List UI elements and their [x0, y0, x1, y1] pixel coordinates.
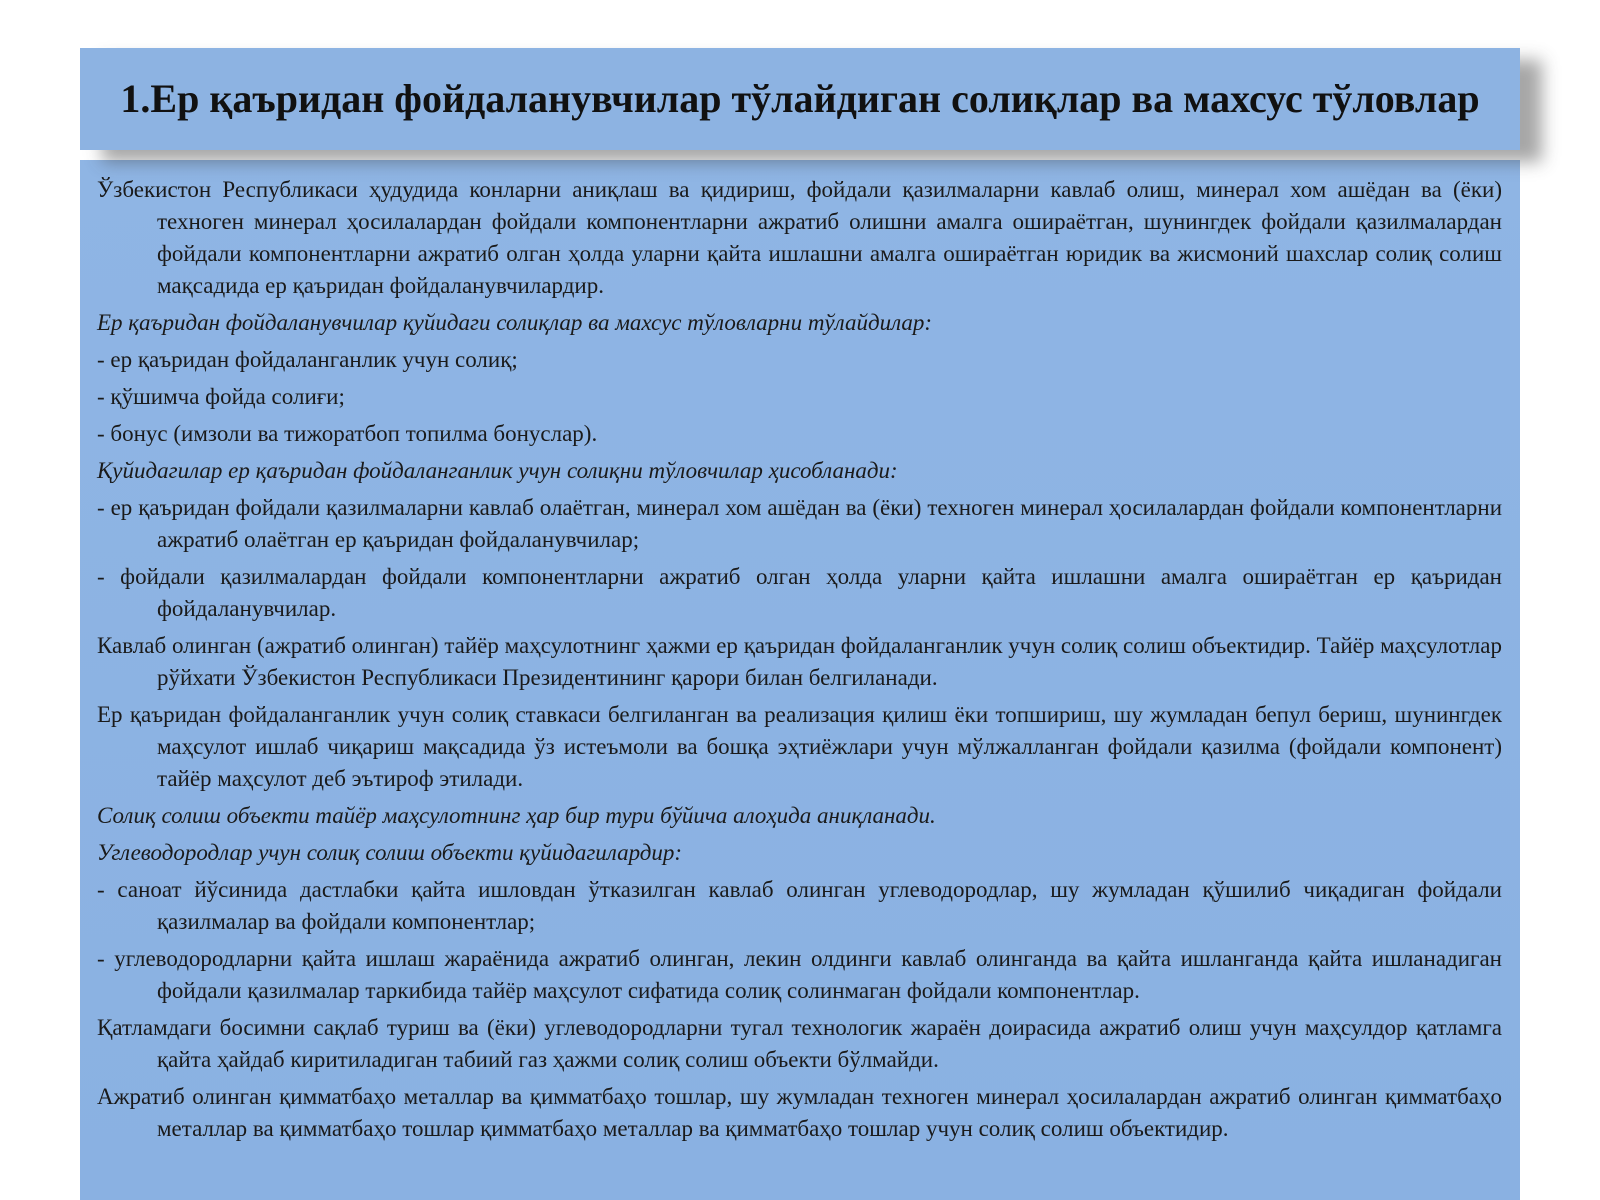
- paragraph: Углеводородлар учун солиқ солиш объекти қуйидагилардир:: [97, 840, 683, 865]
- paragraph: Ер қаъридан фойдаланганлик учун солиқ ставкаси белгиланган ва реализация қилиш ёки топшириш, шу жумладан бепул бериш, шунингдек маҳсулот ишлаб чиқариш мақсадида ўз истеъмоли ва бошқа эҳтиёжлари учун мўлжалланган фойдали қазилма (фойдали компонент) тайёр маҳсулот деб эътироф этилади.: [97, 702, 1502, 791]
- list-item: - фойдали қазилмалардан фойдали компонентларни ажратиб олган ҳолда уларни қайта ишлашни амалга ошираётган ер қаъридан фойдаланувчилар.: [97, 564, 1502, 621]
- page-title: 1.Ер қаъридан фойдаланувчилар тўлайдиган солиқлар ва махсус тўловлар: [120, 76, 1480, 121]
- paragraph: Солиқ солиш объекти тайёр маҳсулотнинг ҳар бир тури бўйича алоҳида аниқланади.: [97, 803, 936, 828]
- paragraph: Ўзбекистон Республикаси ҳудудида конларни аниқлаш ва қидириш, фойдали қазилмаларни кавлаб олиш, минерал хом ашёдан ва (ёки) техноген минерал ҳосилалардан фойдали компонентларни ажратиб олишни амалга ошираётган, шунингдек фойдали қазилмалардан фойдали компонентларни ажратиб олган ҳолда уларни қайта ишлашни амалга ошираётган юридик ва жисмоний шахслар солиқ солиш мақсадида ер қаъридан фойдаланувчилардир.: [97, 177, 1502, 298]
- list-item: - ер қаъридан фойдали қазилмаларни кавлаб олаётган, минерал хом ашёдан ва (ёки) техноген минерал ҳосилалардан фойдали компонентларни ажратиб олаётган ер қаъридан фойдаланувчилар;: [97, 495, 1502, 552]
- list-item: - бонус (имзоли ва тижоратбоп топилма бонуслар).: [97, 421, 598, 446]
- paragraph: Қуйидагилар ер қаъридан фойдаланганлик учун солиқни тўловчилар ҳисобланади:: [97, 458, 898, 483]
- paragraph: Ажратиб олинган қимматбаҳо металлар ва қимматбаҳо тошлар, шу жумладан техноген минерал ҳосилалардан ажратиб олинган қимматбаҳо металлар ва қимматбаҳо тошлар қимматбаҳо металлар ва қимматбаҳо тошлар учун солиқ солиш объектидир.: [97, 1084, 1502, 1141]
- content-panel: [80, 160, 1520, 1200]
- list-item: - қўшимча фойда солиғи;: [97, 384, 345, 409]
- paragraph: Ер қаъридан фойдаланувчилар қуйидаги солиқлар ва махсус тўловларни тўлайдилар:: [97, 310, 933, 335]
- list-item: - саноат йўсинида дастлабки қайта ишловдан ўтказилган кавлаб олинган углеводородлар, шу жумладан қўшилиб чиқадиган фойдали қазилмалар ва фойдали компонентлар;: [97, 877, 1502, 934]
- list-item: - ер қаъридан фойдаланганлик учун солиқ;: [97, 347, 518, 372]
- paragraph: Кавлаб олинган (ажратиб олинган) тайёр маҳсулотнинг ҳажми ер қаъридан фойдаланганлик учун солиқ солиш объектидир. Тайёр маҳсулотлар рўйхати Ўзбекистон Республикаси Президентининг қарори билан белгиланади.: [97, 633, 1502, 690]
- title-banner: [80, 48, 1520, 150]
- list-item: - углеводородларни қайта ишлаш жараёнида ажратиб олинган, лекин олдинги кавлаб олинганда ва қайта ишланганда қайта ишланадиган фойдали қазилмалар таркибида тайёр маҳсулот сифатида солиқ солинмаган фойдали компонентлар.: [97, 946, 1502, 1003]
- paragraph: Қатламдаги босимни сақлаб туриш ва (ёки) углеводородларни тугал технологик жараён доирасида ажратиб олиш учун маҳсулдор қатламга қайта ҳайдаб киритиладиган табиий газ ҳажми солиқ солиш объекти бўлмайди.: [97, 1015, 1502, 1072]
